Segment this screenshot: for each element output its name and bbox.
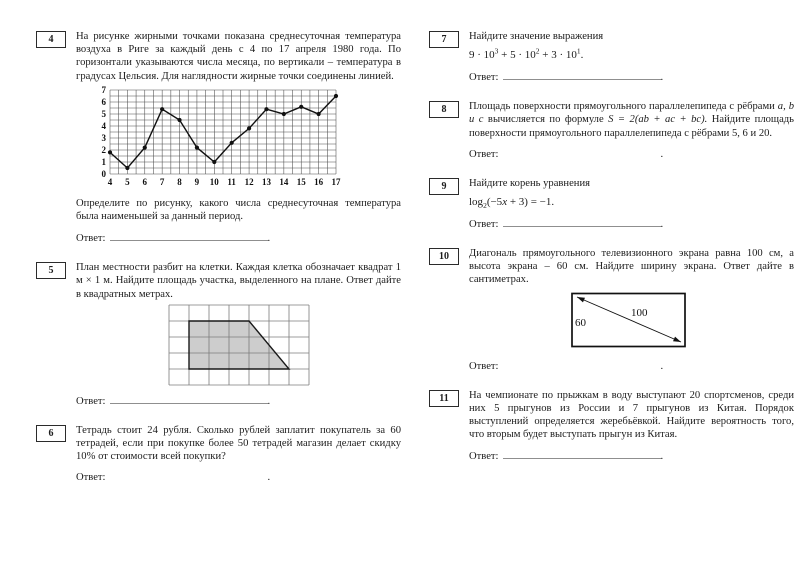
svg-text:5: 5 — [101, 108, 106, 119]
answer-blank — [503, 448, 661, 459]
answer-period: . — [660, 219, 664, 231]
svg-text:7: 7 — [101, 85, 106, 95]
svg-text:12: 12 — [244, 176, 254, 187]
problem-4-number: 4 — [36, 31, 66, 48]
svg-text:16: 16 — [314, 176, 324, 187]
problem-5-answer — [76, 393, 401, 407]
answer-label: Ответ: — [469, 148, 499, 160]
answer-label: Ответ: — [469, 219, 499, 231]
problem-7-number: 7 — [429, 31, 459, 48]
problem-4-question: Определите по рисунку, какого числа среднесуточная температура была наименьшей за данный период. — [76, 197, 401, 223]
problem-10-figure — [469, 290, 794, 352]
problem-11-answer — [469, 448, 794, 462]
svg-text:5: 5 — [125, 176, 130, 187]
svg-text:14: 14 — [279, 176, 289, 187]
answer-blank — [503, 147, 661, 157]
svg-text:0: 0 — [101, 168, 106, 179]
formula: S = 2(ab + ac + bc). — [608, 114, 708, 126]
answer-period: . — [660, 360, 664, 372]
problem-10-text: Диагональ прямоугольного телевизионного экрана равна 100 см, а высота экрана – 60 см. Найдите ширину экрана. Ответ дайте в сантиметрах. — [469, 248, 794, 286]
problem-7-answer — [469, 69, 794, 83]
problem-6-text: Тетрадь стоит 24 рубля. Сколько рублей заплатит покупатель за 60 тетрадей, если при покупке более 50 тетрадей магазин делает скидку 10% от стоимости всей покупки? — [76, 424, 401, 463]
answer-label: Ответ: — [469, 451, 499, 463]
svg-text:13: 13 — [261, 176, 271, 187]
answer-period: . — [660, 148, 664, 160]
problem-9-title: Найдите корень уравнения — [469, 177, 590, 189]
problem-8-answer — [469, 147, 794, 160]
answer-period: . — [267, 233, 271, 245]
svg-text:11: 11 — [227, 176, 236, 187]
problem-9-number: 9 — [429, 178, 459, 195]
problem-9-answer — [469, 216, 794, 230]
answer-label: Ответ: — [469, 72, 499, 84]
answer-blank — [110, 393, 268, 404]
answer-blank — [503, 359, 661, 369]
problem-4 — [36, 30, 401, 244]
problem-7 — [429, 30, 794, 83]
problem-7-title: Найдите значение выражения — [469, 31, 604, 42]
problem-4-figure — [90, 86, 401, 194]
tv-figure — [557, 290, 707, 352]
right-column — [429, 30, 794, 483]
svg-text:3: 3 — [101, 132, 106, 143]
svg-text:15: 15 — [296, 176, 306, 187]
plan-grid-figure — [168, 304, 310, 386]
svg-text:17: 17 — [331, 176, 341, 187]
problem-7-expression: $9 \cdot 10^3 + 5 \cdot 10^2 + 3 \cdot 10^1$. — [469, 46, 584, 62]
problem-6 — [36, 424, 401, 484]
problem-6-number: 6 — [36, 425, 66, 442]
answer-label: Ответ: — [76, 395, 106, 407]
answer-label: Ответ: — [76, 472, 106, 484]
answer-period: . — [660, 451, 664, 463]
problem-11 — [429, 389, 794, 463]
answer-period: . — [267, 395, 271, 407]
answer-blank — [110, 470, 268, 480]
answer-blank — [110, 230, 268, 241]
problem-11-text: На чемпионате по прыжкам в воду выступают 20 спортсменов, среди них 5 прыгунов из России и 7 прыгунов из Китая. Порядок выступлений определяется жеребьёвкой. Найдите вероятность того, что вторым будет выступать прыгун из Китая. — [469, 389, 794, 441]
answer-period: . — [660, 72, 664, 84]
answer-label: Ответ: — [76, 233, 106, 245]
svg-text:8: 8 — [177, 176, 182, 187]
problem-5 — [36, 261, 401, 407]
svg-text:60: 60 — [574, 316, 586, 329]
problem-5-number: 5 — [36, 262, 66, 279]
temperature-chart — [90, 86, 342, 194]
svg-text:1: 1 — [101, 156, 106, 167]
answer-blank — [503, 69, 661, 80]
problem-5-text: План местности разбит на клетки. Каждая клетка обозначает квадрат 1 м × 1 м. Найдите площадь участка, выделенного на плане. Ответ дайте в квадратных метрах. — [76, 262, 401, 300]
problem-4-answer — [76, 230, 401, 244]
svg-text:4: 4 — [107, 176, 113, 187]
svg-text:2: 2 — [101, 144, 106, 155]
problem-8 — [429, 100, 794, 160]
svg-text:7: 7 — [159, 176, 165, 187]
svg-text:100: 100 — [630, 306, 647, 319]
left-column — [36, 30, 401, 483]
problem-9-equation: $\log_2(-5x + 3) = -1$. — [469, 196, 555, 211]
problem-4-text: На рисунке жирными точками показана среднесуточная температура воздуха в Риге за каждый день с 4 по 17 апреля 1980 года. По горизонтали указываются числа месяца, по вертикали – температура в градусах Цельсия. Для наглядности жирные точки соединены линией. — [76, 31, 401, 82]
problem-10-number: 10 — [429, 248, 459, 265]
problem-5-figure — [76, 304, 401, 386]
answer-period: . — [267, 472, 271, 484]
svg-text:6: 6 — [142, 176, 148, 187]
problem-9 — [429, 177, 794, 230]
problem-10-answer — [469, 359, 794, 372]
problem-10 — [429, 247, 794, 372]
svg-text:6: 6 — [101, 96, 106, 107]
svg-text:4: 4 — [101, 120, 106, 131]
answer-label: Ответ: — [469, 360, 499, 372]
problem-11-number: 11 — [429, 390, 459, 407]
problem-6-answer — [76, 470, 401, 483]
problem-8-number: 8 — [429, 101, 459, 118]
problem-8-text: Площадь поверхности прямоугольного параллелепипеда с рёбрами a, b и c вычисляется по формуле S = 2(ab + ac + bc). Найдите площадь поверхности прямоугольного параллелепипеда с рёбрами 5, 6 и 20. — [469, 101, 794, 139]
answer-blank — [503, 216, 661, 227]
svg-text:10: 10 — [209, 176, 219, 187]
svg-text:9: 9 — [194, 176, 200, 187]
